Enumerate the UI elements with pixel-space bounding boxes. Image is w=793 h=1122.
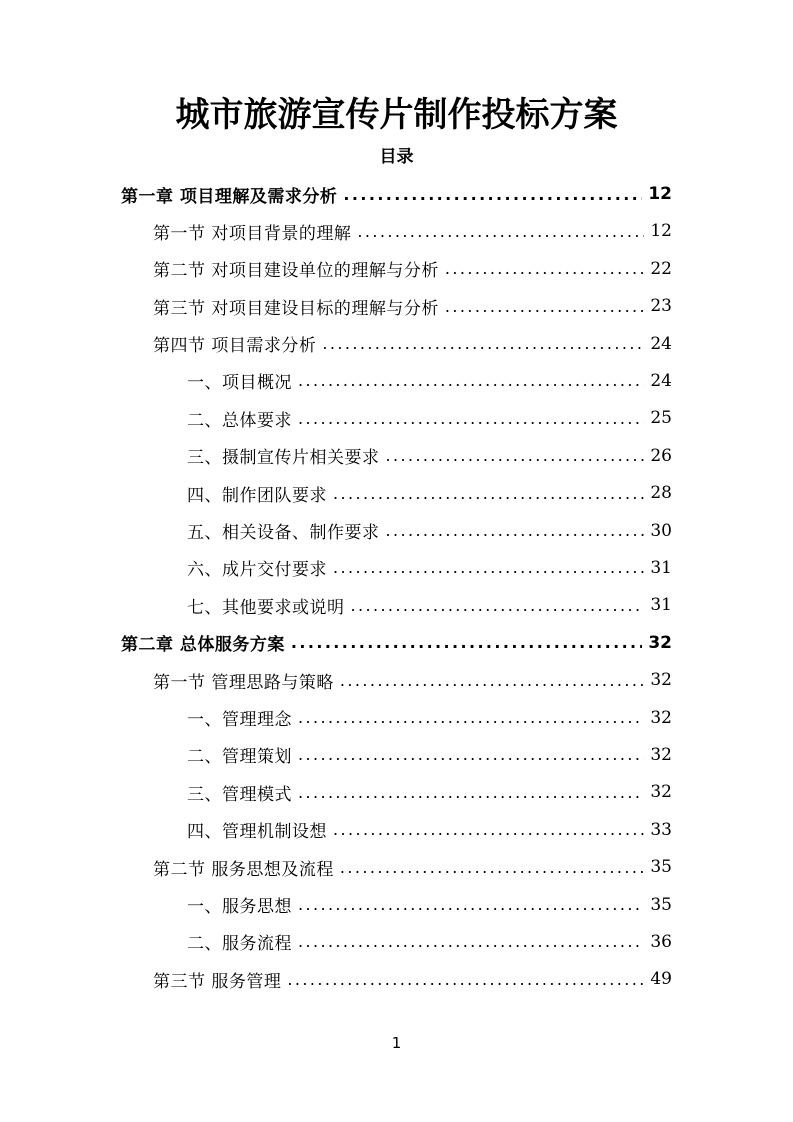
toc-entry-page: 33	[650, 819, 672, 840]
toc-section-entry[interactable]	[153, 849, 672, 886]
toc-entry-page: 28	[650, 483, 672, 504]
toc-entry-page: 25	[650, 408, 672, 429]
toc-entry-title: 第一节 对项目背景的理解	[153, 223, 352, 244]
toc-entry-title: 二、总体要求	[187, 410, 292, 431]
toc-entry-title: 三、管理模式	[187, 784, 292, 805]
document-title: 城市旅游宣传片制作投标方案	[175, 95, 618, 135]
toc-dot-leader	[386, 521, 645, 540]
toc-entry-title: 第二节 对项目建设单位的理解与分析	[153, 261, 439, 282]
toc-dot-leader	[287, 970, 644, 989]
toc-subsection-entry[interactable]	[187, 886, 672, 923]
toc-section-entry[interactable]	[153, 250, 672, 287]
toc-entry-title: 第三节 对项目建设目标的理解与分析	[153, 298, 439, 319]
toc-dot-leader	[340, 671, 644, 690]
toc-entry-page: 32	[648, 632, 672, 653]
toc-entry-title: 四、制作团队要求	[187, 485, 327, 506]
toc-dot-leader	[333, 484, 644, 503]
toc-heading: 目录	[379, 147, 414, 167]
toc-entry-title: 二、管理策划	[187, 747, 292, 768]
toc-dot-leader	[445, 259, 644, 278]
toc-subsection-entry[interactable]	[187, 774, 672, 811]
toc-entry-page: 36	[650, 931, 672, 952]
toc-entry-title: 第三节 服务管理	[153, 971, 282, 992]
toc-entry-title: 二、服务流程	[187, 934, 292, 955]
toc-subsection-entry[interactable]	[187, 736, 672, 773]
toc-entry-page: 31	[650, 595, 672, 616]
toc-section-entry[interactable]	[153, 961, 672, 998]
toc-entry-title: 五、相关设备、制作要求	[187, 523, 380, 544]
toc-subsection-entry[interactable]	[187, 512, 672, 549]
toc-entry-page: 23	[650, 296, 672, 317]
toc-chapter-entry[interactable]	[121, 175, 672, 212]
toc-entry-page: 24	[650, 370, 672, 391]
toc-entry-page: 49	[650, 969, 672, 990]
toc-entry-page: 32	[650, 707, 672, 728]
toc-subsection-entry[interactable]	[187, 699, 672, 736]
toc-section-entry[interactable]	[153, 213, 672, 250]
toc-entry-page: 30	[650, 520, 672, 541]
toc-entry-title: 一、服务思想	[187, 897, 292, 918]
toc-entry-title: 六、成片交付要求	[187, 560, 327, 581]
toc-dot-leader	[322, 334, 644, 353]
toc-entry-title: 第二节 服务思想及流程	[153, 859, 334, 880]
toc-entry-title: 一、项目概况	[187, 373, 292, 394]
toc-dot-leader	[298, 745, 644, 764]
toc-dot-leader	[343, 185, 642, 204]
toc-subsection-entry[interactable]	[187, 475, 672, 512]
toc-entry-title: 第一节 管理思路与策略	[153, 672, 334, 693]
toc-subsection-entry[interactable]	[187, 587, 672, 624]
toc-subsection-entry[interactable]	[187, 400, 672, 437]
toc-chapter-entry[interactable]	[121, 624, 672, 661]
toc-entry-page: 22	[650, 258, 672, 279]
toc-dot-leader	[333, 558, 644, 577]
toc-dot-leader	[298, 932, 644, 951]
toc-section-entry[interactable]	[153, 662, 672, 699]
toc-entry-page: 12	[648, 184, 672, 204]
toc-subsection-entry[interactable]	[187, 811, 672, 848]
toc-entry-title: 七、其他要求或说明	[187, 597, 345, 618]
toc-entry-page: 35	[650, 857, 672, 878]
toc-entry-page: 32	[650, 782, 672, 803]
toc-entry-page: 32	[650, 670, 672, 691]
toc-subsection-entry[interactable]	[187, 362, 672, 399]
toc-subsection-entry[interactable]	[187, 437, 672, 474]
toc-dot-leader	[351, 596, 645, 615]
toc-dot-leader	[357, 222, 644, 241]
toc-entry-page: 24	[650, 333, 672, 354]
toc-dot-leader	[298, 895, 644, 914]
toc-entry-title: 四、管理机制设想	[187, 822, 327, 843]
toc-section-entry[interactable]	[153, 288, 672, 325]
page-number: 1	[391, 1034, 402, 1052]
toc-dot-leader	[340, 858, 644, 877]
toc-entry-title: 三、摄制宣传片相关要求	[187, 448, 380, 469]
toc-dot-leader	[298, 371, 644, 390]
toc-dot-leader	[386, 446, 645, 465]
toc-entry-title: 第一章 项目理解及需求分析	[121, 186, 338, 207]
toc-entry-page: 12	[650, 221, 672, 242]
toc-subsection-entry[interactable]	[187, 549, 672, 586]
toc-dot-leader	[298, 409, 644, 428]
toc-dot-leader	[291, 633, 642, 652]
toc-dot-leader	[298, 783, 644, 802]
toc-entry-title: 一、管理理念	[187, 710, 292, 731]
toc-entry-title: 第四节 项目需求分析	[153, 336, 317, 357]
toc-entry-page: 35	[650, 894, 672, 915]
toc-dot-leader	[298, 708, 644, 727]
toc-entry-page: 26	[650, 445, 672, 466]
toc-dot-leader	[333, 820, 644, 839]
toc-entry-page: 31	[650, 557, 672, 578]
toc-section-entry[interactable]	[153, 325, 672, 362]
toc-entry-page: 32	[650, 744, 672, 765]
toc-subsection-entry[interactable]	[187, 923, 672, 960]
toc-dot-leader	[445, 297, 644, 316]
toc-entry-title: 第二章 总体服务方案	[121, 635, 285, 656]
